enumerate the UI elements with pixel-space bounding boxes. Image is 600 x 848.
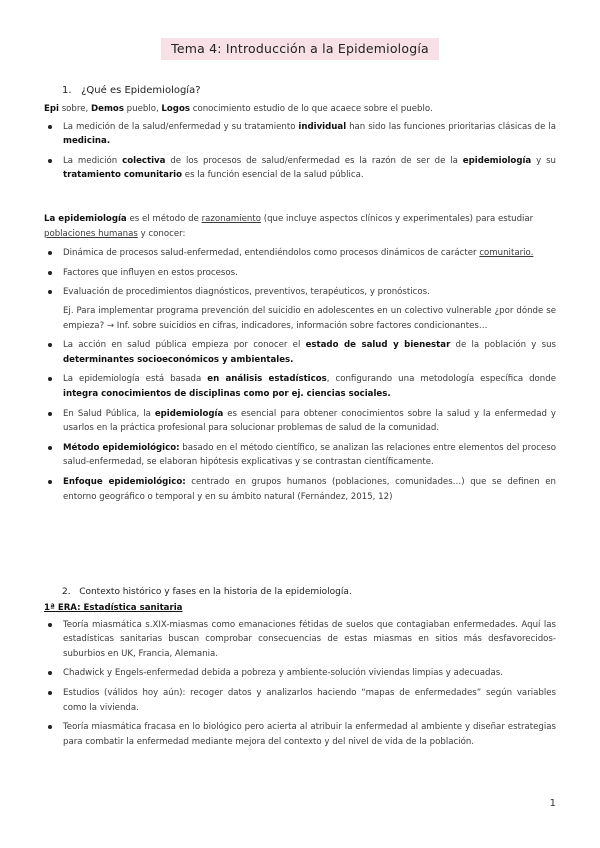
definition-list <box>44 120 556 183</box>
text: tratamiento comunitario <box>63 170 183 181</box>
text: pueblo, <box>123 104 162 114</box>
list-item <box>44 686 556 715</box>
text: comunitario. <box>479 248 534 259</box>
text: Dinámica de procesos salud-enfermedad, entendiéndolos como procesos dinámicos de carácter <box>63 248 480 259</box>
list-item <box>44 285 556 333</box>
text: en análisis estadísticos <box>207 374 327 385</box>
section-2-number: 2. <box>62 587 71 597</box>
page-number: 1 <box>549 798 556 809</box>
text: Estudios (válidos hoy aún): recoger datos y analizarlos haciendo “mapas de enfermedades” según variables como la vivienda. <box>63 687 556 713</box>
text: epidemiología <box>154 408 224 419</box>
list-item <box>44 475 556 504</box>
text: Teoría miasmática s.XIX-miasmas como emanaciones fétidas de suelos que contagiaban enfermedades. Aquí las estadísticas sanitarias buscan comprobar consecuencias de estas miasmas en sitios más desfavorecidos-suburbios en UK, Francia, Alemania. <box>63 619 556 659</box>
section-1-heading <box>62 85 201 96</box>
text: 1ª ERA: Estadística sanitaria <box>44 603 183 613</box>
text: sobre, <box>58 104 91 114</box>
list-item <box>44 154 556 183</box>
text: Evaluación de procedimientos diagnósticos, preventivos, terapéuticos, y pronósticos. <box>63 287 430 298</box>
method-paragraph <box>44 212 556 241</box>
list-item <box>44 407 556 436</box>
list-item <box>44 372 556 401</box>
text: La medición de la salud/enfermedad y su tratamiento <box>63 121 299 132</box>
section-2-body <box>44 601 556 754</box>
title-wrap <box>0 38 600 60</box>
section-2-title: Contexto histórico y fases en la historia de la epidemiología. <box>79 587 352 597</box>
text: La acción en salud pública empieza por conocer el <box>63 340 306 351</box>
text: es la función esencial de la salud pública. <box>182 170 364 181</box>
text: (que incluye aspectos clínicos y experimentales) para estudiar <box>260 214 534 224</box>
list-item <box>44 338 556 367</box>
text: basado en el método científico, se analizan las relaciones entre elementos del proceso salud-enfermedad, se elaboran hipótesis explicativas y se contrastan científicamente. <box>63 442 556 468</box>
term-demos: Demos <box>91 104 124 114</box>
method-list <box>44 246 556 504</box>
text: integra conocimientos de disciplinas como por ej. ciencias sociales. <box>63 388 391 399</box>
list-item <box>44 666 556 681</box>
text: centrado en grupos humanos (poblaciones, comunidades…) que se definen en entorno geográfico o temporal y en su ámbito natural (Fernández, 2015, 12) <box>63 476 556 502</box>
text: de los procesos de salud/enfermedad es la razón de ser de la <box>165 155 463 166</box>
text: Enfoque epidemiológico: <box>63 476 186 487</box>
list-item <box>44 618 556 662</box>
section-1-number: 1. <box>62 85 72 96</box>
text: La epidemiología está basada <box>63 374 208 385</box>
term-logos: Logos <box>161 104 190 114</box>
list-item <box>44 266 556 281</box>
section-2-heading <box>62 587 352 597</box>
text: razonamiento <box>201 214 261 224</box>
text: En Salud Pública, la <box>63 408 155 419</box>
text: estado de salud y bienestar <box>305 340 451 351</box>
text: epidemiología <box>462 155 532 166</box>
text: es esencial para obtener conocimientos sobre la salud y la enfermedad y usarlos en la práctica profesional para solucionar problemas de salud de la comunidad. <box>63 408 556 434</box>
text: La medición <box>63 155 123 166</box>
text: poblaciones humanas <box>44 228 138 239</box>
definition-paragraph <box>44 102 556 117</box>
list-item <box>44 720 556 749</box>
text: Factores que influyen en estos procesos. <box>63 267 238 278</box>
text: individual <box>298 121 347 132</box>
era-list <box>44 618 556 750</box>
text: La epidemiología <box>44 214 127 224</box>
example-text: Ej. Para implementar programa prevención del suicidio en adolescentes en un colectivo vulnerable ¿por dónde se empieza? → Inf. sobre suicidios en cifras, indicadores, información sobre factores condicionantes… <box>63 305 556 331</box>
list-item <box>44 246 556 261</box>
text: es el método de <box>126 214 202 224</box>
section-1-body <box>44 102 556 188</box>
text: colectiva <box>122 155 166 166</box>
page-title: Tema 4: Introducción a la Epidemiología <box>161 38 439 60</box>
section-1-title: ¿Qué es Epidemiología? <box>81 85 201 96</box>
list-item <box>44 441 556 470</box>
text: , configurando una metodología específica donde <box>326 374 556 385</box>
text: de la población y sus <box>450 340 557 351</box>
epidemiology-method-body <box>44 212 556 509</box>
text: han sido las funciones prioritarias clásicas de la <box>346 121 557 132</box>
term-epi: Epi <box>44 104 59 114</box>
text: y su <box>531 155 556 166</box>
era-heading <box>44 601 556 616</box>
text: y conocer: <box>137 228 186 239</box>
list-item <box>44 120 556 149</box>
text: determinantes socioeconómicos y ambientales. <box>63 354 294 365</box>
text: medicina. <box>63 136 111 147</box>
text: Teoría miasmática fracasa en lo biológico pero acierta al atribuir la enfermedad al ambiente y diseñar estrategias para combatir la enfermedad mediante mejora del contexto y del nivel de vida de la población. <box>63 722 556 747</box>
text: Método epidemiológico: <box>63 442 180 453</box>
text: Chadwick y Engels-enfermedad debida a pobreza y ambiente-solución viviendas limpias y adecuadas. <box>63 668 503 679</box>
text: conocimiento estudio de lo que acaece sobre el pueblo. <box>189 104 433 114</box>
